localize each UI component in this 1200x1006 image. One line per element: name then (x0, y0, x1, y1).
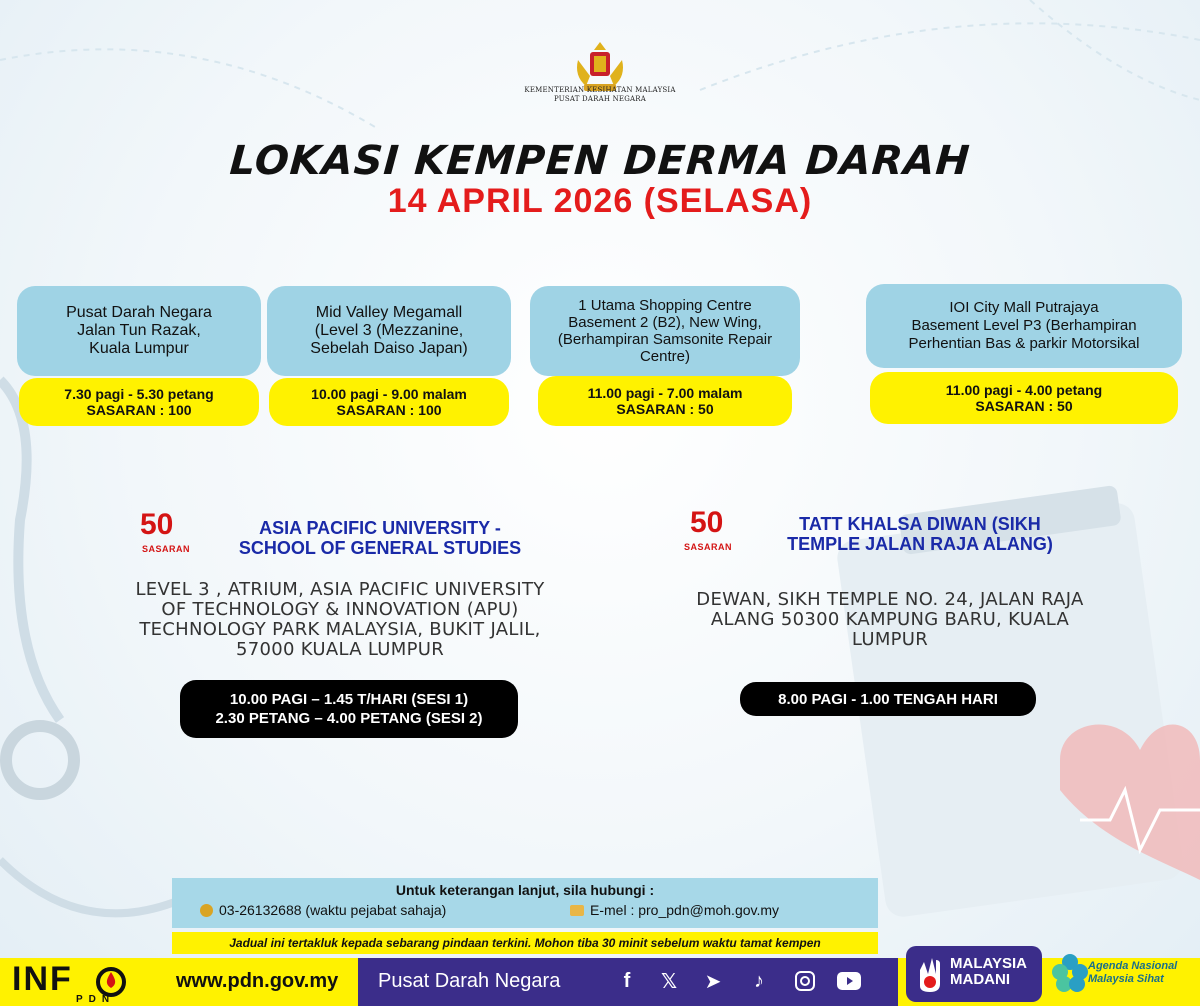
campaign-address (640, 590, 1140, 650)
disclaimer-note: Jadual ini tertakluk kepada sebarang pindaan terkini. Mohon tiba 30 minit sebelum waktu tamat kempen (172, 932, 878, 954)
contact-phone-text: 03-26132688 (waktu pejabat sahaja) (219, 902, 447, 918)
instagram-glyph (794, 970, 816, 992)
campaign-target-number: 50 (690, 506, 724, 539)
campaign-name-line: SCHOOL OF GENERAL STUDIES (238, 538, 522, 558)
location-schedule (19, 378, 259, 426)
location-target: SASARAN : 100 (86, 402, 192, 418)
location-name-line: Mid Valley Megamall (315, 304, 463, 321)
location-name-line: (Level 3 (Mezzanine, (314, 322, 464, 339)
campaign-target-label: SASARAN (142, 544, 191, 554)
location-schedule (269, 378, 509, 426)
contact-email-text: E-mel : pro_pdn@moh.gov.my (590, 902, 780, 918)
location-name-line: Pusat Darah Negara (66, 304, 212, 321)
campaign-name (200, 518, 560, 558)
tiktok-icon[interactable]: ♪ (754, 969, 764, 992)
campaign-name-line: TATT KHALSA DIWAN (SIKH (799, 514, 1041, 534)
location-name-line: (Berhampiran Samsonite Repair (557, 331, 773, 348)
campaign-address-line: ALANG 50300 KAMPUNG BARU, KUALA (710, 609, 1070, 630)
location-name (267, 286, 511, 376)
campaign-time-line: 10.00 PAGI – 1.45 T/HARI (SESI 1) (229, 691, 469, 708)
page-title: LOKASI KEMPEN DERMA DARAH (228, 138, 972, 184)
location-name-line: Centre) (639, 348, 690, 365)
campaign-target-label: SASARAN (684, 542, 733, 552)
location-target: SASARAN : 50 (616, 401, 714, 417)
campaign-name (750, 514, 1090, 554)
campaign-name-line: TEMPLE JALAN RAJA ALANG) (787, 534, 1053, 554)
contact-heading: Untuk keterangan lanjut, sila hubungi : (395, 882, 655, 898)
location-time: 11.00 pagi - 7.00 malam (587, 385, 743, 401)
contact-box (172, 878, 878, 928)
location-name-line: Sebelah Daiso Japan) (310, 340, 468, 357)
facebook-icon[interactable]: f (623, 969, 631, 992)
agenda-nasional-logo (1048, 946, 1194, 1002)
madani-hand-icon (914, 954, 946, 994)
campaign-time (740, 682, 1036, 716)
campaign-date: 14 APRIL 2026 (SELASA) (387, 182, 813, 220)
campaign-address-line: 57000 KUALA LUMPUR (235, 639, 445, 660)
campaign-time-line: 2.30 PETANG – 4.00 PETANG (SESI 2) (215, 710, 483, 727)
campaign-address-line: TECHNOLOGY PARK MALAYSIA, BUKIT JALIL, (139, 619, 541, 640)
telegram-icon[interactable]: ➤ (704, 970, 722, 993)
blood-drop-icon (94, 962, 128, 998)
campaign-time (180, 680, 518, 738)
youtube-icon[interactable] (836, 968, 862, 994)
location-name (866, 284, 1182, 368)
hibiscus-icon (1050, 952, 1090, 996)
location-target: SASARAN : 50 (975, 398, 1073, 414)
location-name-line: Kuala Lumpur (89, 340, 189, 357)
agenda-line-2: Malaysia Sihat (1088, 973, 1164, 985)
location-target: SASARAN : 100 (336, 402, 442, 418)
campaign-target-number: 50 (140, 508, 174, 541)
contact-phone[interactable] (200, 902, 446, 918)
campaign-address (80, 580, 600, 660)
contact-email[interactable] (570, 902, 779, 918)
campaign-time-line: 8.00 PAGI - 1.00 TENGAH HARI (778, 690, 998, 708)
madani-line-1: MALAYSIA (950, 955, 1027, 972)
campaign-address-line: OF TECHNOLOGY & INNOVATION (APU) (161, 599, 519, 620)
info-pdn-logo[interactable] (12, 958, 152, 1006)
campaign-address-line: DEWAN, SIKH TEMPLE NO. 24, JALAN RAJA (696, 589, 1084, 610)
campaign-address-line: LEVEL 3 , ATRIUM, ASIA PACIFIC UNIVERSITY (135, 579, 545, 600)
location-schedule (538, 376, 792, 426)
youtube-glyph (837, 972, 861, 990)
location-name (17, 286, 261, 376)
brand-sub: PDN (76, 994, 116, 1005)
brand-main: INF (12, 960, 73, 998)
email-icon (570, 905, 584, 916)
location-name-line: Jalan Tun Razak, (77, 322, 201, 339)
location-name (530, 286, 800, 376)
ministry-name (0, 86, 1200, 104)
location-time: 7.30 pagi - 5.30 petang (64, 386, 214, 402)
location-name-line: Perhentian Bas & parkir Motorsikal (908, 335, 1140, 352)
location-name-line: Basement 2 (B2), New Wing, (568, 314, 762, 331)
ministry-line-1: KEMENTERIAN KESIHATAN MALAYSIA (524, 86, 676, 94)
campaign-name-line: ASIA PACIFIC UNIVERSITY - (259, 518, 501, 538)
location-name-line: Basement Level P3 (Berhampiran (911, 317, 1137, 334)
ministry-line-2: PUSAT DARAH NEGARA (554, 95, 646, 103)
agenda-line-1: Agenda Nasional (1088, 960, 1178, 972)
location-name-line: IOI City Mall Putrajaya (949, 299, 1099, 316)
website-link[interactable]: www.pdn.gov.my (176, 970, 339, 992)
instagram-icon[interactable] (792, 968, 818, 994)
malaysia-madani-logo (906, 946, 1042, 1002)
location-name-line: 1 Utama Shopping Centre (578, 297, 752, 314)
madani-line-2: MADANI (950, 971, 1010, 988)
organisation-name: Pusat Darah Negara (378, 970, 561, 992)
location-time: 10.00 pagi - 9.00 malam (311, 386, 467, 402)
phone-icon (200, 904, 213, 917)
location-schedule (870, 372, 1178, 424)
x-icon[interactable]: 𝕏 (660, 970, 678, 993)
location-time: 11.00 pagi - 4.00 petang (945, 382, 1103, 398)
campaign-address-line: LUMPUR (851, 629, 929, 650)
